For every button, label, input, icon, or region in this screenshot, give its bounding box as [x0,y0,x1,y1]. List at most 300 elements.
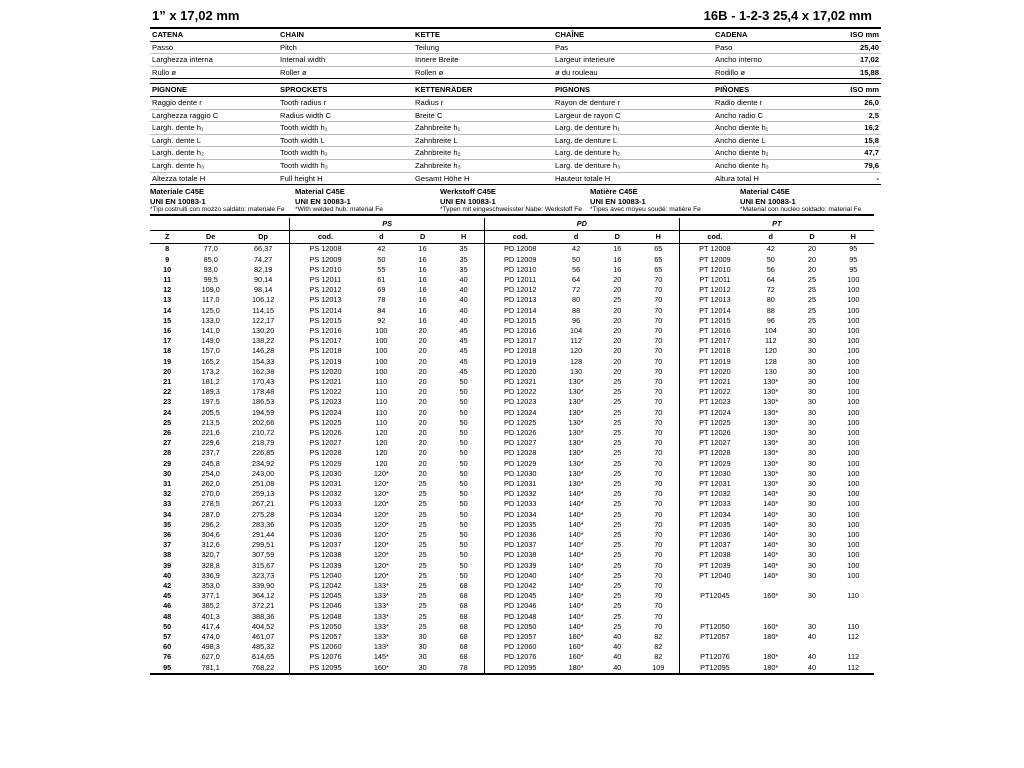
grid-cell-D: 16 [418,305,427,315]
grid-cell-D: 30 [807,540,817,550]
grid-cell-H: 70 [638,275,679,285]
grid-cell-d: 50 [377,254,386,264]
grid-cell-cod.: PT 12011 [699,274,731,284]
grid-cell-H: 100 [847,274,860,284]
grid-cell-cod.: PS 12038 [290,550,361,560]
table-row [150,418,874,428]
grid-cell-De: 296,2 [201,519,220,529]
grid-cell-d: 180* [763,662,779,672]
grid-cell-De: 109,0 [201,285,220,295]
col-de: De [184,231,237,244]
grid-cell-Dp: 114,15 [252,305,275,315]
grid-cell-H: 100 [847,479,860,489]
grid-cell-Dp: 485,32 [251,642,275,652]
table-row [150,550,874,560]
grid-cell-D: 30 [807,479,817,489]
grid-cell-Dp: 372,21 [251,601,275,611]
grid-cell-De: 229,6 [201,438,220,448]
grid-cell-Z: 28 [163,448,172,458]
grid-cell-H: 40 [443,275,484,285]
grid-cell-D: 25 [807,305,817,315]
grid-cell-d: 133* [373,601,389,611]
grid-cell-H: 100 [847,540,860,550]
grid-cell-d: 120* [373,530,389,540]
grid-cell-cod.: PD 12026 [503,428,537,437]
grid-cell-D: 25 [807,274,817,284]
grid-cell-D: 20 [613,285,622,295]
grid-cell-d: 110 [375,397,388,407]
table-row [150,632,874,642]
grid-cell-cod.: PT 12009 [699,254,731,264]
material-col-it [150,185,295,215]
grid-cell-De: 245,8 [201,458,220,468]
material-col-de [440,185,590,215]
material-col-fr [590,185,740,215]
grid-cell-H [833,601,874,611]
cell-es: Altura total H [715,172,835,185]
grid-cell-D: 16 [613,254,622,264]
grid-cell-H: 50 [443,459,484,469]
grid-cell-cod.: PD 12057 [503,632,537,642]
grid-cell-De: 117,0 [201,295,220,305]
grid-cell-D: 25 [418,591,427,601]
grid-cell-cod.: PS 12035 [290,520,361,530]
grid-cell-cod.: PD 12009 [503,254,537,264]
grid-cell-D: 20 [807,244,817,254]
grid-cell-Z: 18 [163,346,172,356]
table-row [150,489,874,499]
table-row [150,438,874,448]
grid-cell-cod.: PS 12050 [290,622,361,632]
table-row [150,377,874,387]
grid-cell-D: 25 [613,438,622,448]
grid-cell-cod.: PD 12008 [503,244,537,254]
cell-de: Gesamt Höhe H [415,172,555,185]
grid-cell-cod.: PD 12025 [503,417,537,427]
grid-cell-cod.: PS 12037 [290,540,361,550]
grid-cell-d: 133* [373,581,389,591]
grid-cell-H: 70 [638,479,679,489]
grid-cell-D: 30 [807,499,817,509]
grid-cell-D: 16 [418,264,427,274]
grid-cell-H: 100 [847,509,860,519]
grid-cell-d: 120 [569,346,583,356]
grid-cell-H: 109 [638,663,679,674]
grid-cell-D: 25 [418,489,427,499]
grid-cell-d: 140* [568,499,584,509]
grid-cell-H: 100 [847,387,860,397]
grid-cell-De: 498,3 [201,642,220,652]
grid-cell-d: 100 [375,325,388,335]
grid-cell-cod.: PS 12019 [290,357,361,367]
grid-cell-cod.: PS 12031 [290,479,361,489]
grid-cell-H: 70 [638,540,679,550]
grid-cell-d: 140* [568,489,584,499]
cell-fr: Larg. de denture h₂ [555,147,715,160]
grid-cell-d: 42 [377,244,386,254]
grid-cell-d: 140* [568,530,584,540]
cell-en: Tooth radius r [280,96,415,109]
grid-cell-D: 25 [613,295,622,305]
grid-cell-H: 70 [638,418,679,428]
grid-cell-cod.: PT 12022 [699,387,731,397]
grid-cell-cod.: PD 12017 [503,336,537,346]
material-note: *Tipes avec moyeu soudé: matière Fe [590,205,701,213]
grid-cell-H: 112 [847,662,860,672]
cell-it: Largh. dente L [150,134,280,147]
grid-cell-cod.: PT12076 [700,652,730,662]
grid-cell-H: 70 [638,326,679,336]
grid-cell-d: 100 [375,346,388,356]
grid-cell-D: 30 [807,407,817,417]
grid-cell-Dp: 275,28 [251,509,275,519]
grid-cell-d: 140* [763,540,779,550]
grid-cell-d [750,581,791,591]
cell-it: Largh. dente h₂ [150,147,280,160]
cell-value: 47,7 [835,147,881,160]
grid-cell-Dp: 364,12 [251,591,275,601]
grid-cell-H: 40 [443,306,484,316]
grid-cell-cod.: PT 12028 [699,448,731,458]
grid-cell-Dp: 259,13 [251,489,275,499]
grid-cell-cod.: PD 12095 [503,662,537,672]
grid-cell-cod.: PD 12040 [503,570,537,580]
grid-cell-De: 287,0 [201,509,220,519]
grid-cell-Dp: 90,14 [254,274,273,284]
grid-cell-d: 140* [763,509,779,519]
grid-cell-d: 130* [763,458,779,468]
grid-cell-d: 133* [373,591,389,601]
grid-cell-D: 25 [613,611,622,621]
grid-cell-H: 70 [638,428,679,438]
cell-value: 15,88 [835,66,881,79]
grid-cell-D: 30 [807,519,817,529]
grid-cell-D: 25 [613,519,622,529]
grid-cell-D: 25 [418,611,427,621]
sprocket-spec-table [150,83,881,185]
col-pd-D: D [597,231,638,244]
grid-cell-H: 100 [847,295,860,305]
grid-cell-cod.: PS 12018 [290,346,361,356]
grid-cell-Z: 26 [163,428,172,437]
grid-cell-D: 30 [807,458,817,468]
grid-cell-De: 205,5 [201,407,220,417]
grid-cell-Dp: 146,28 [251,346,275,356]
grid-cell-d: 140* [763,530,779,540]
grid-cell-d: 130* [763,417,779,427]
table-row [150,459,874,469]
grid-cell-cod.: PS 12012 [290,285,361,295]
grid-cell-Z: 95 [163,662,172,672]
grid-cell-Z: 19 [163,356,172,366]
grid-cell-D: 30 [807,560,817,570]
grid-cell-Dp: 138,22 [251,336,275,346]
grid-cell-cod.: PD 12060 [503,642,537,652]
grid-cell-H: 50 [443,377,484,387]
grid-cell-H: 100 [847,428,860,437]
grid-cell-cod.: PT 12033 [699,499,731,509]
grid-cell-d: 130 [569,366,583,376]
grid-cell-d: 180* [763,652,779,662]
grid-cell-cod. [679,642,750,652]
grid-cell-H: 70 [638,510,679,520]
grid-cell-Dp: 243,00 [251,468,275,478]
cell-it: Raggio dente r [150,96,280,109]
grid-cell-De: 221,6 [201,428,220,437]
grid-cell-Dp: 74,27 [254,254,273,264]
group-header-ps: PS [290,218,485,231]
grid-cell-H: 50 [443,397,484,407]
grid-cell-cod.: PT 12021 [699,376,731,386]
table-row [150,147,881,160]
grid-cell-H: 40 [443,316,484,326]
grid-cell-H: 70 [638,571,679,581]
grid-cell-d: 92 [377,315,386,325]
grid-cell-H: 50 [443,479,484,489]
grid-cell-H: 65 [638,255,679,265]
cell-fr: Rayon de denture r [555,96,715,109]
grid-cell-Z: 38 [163,550,172,560]
grid-cell-Dp: 122,17 [251,315,275,325]
grid-cell-Z: 25 [163,417,172,427]
grid-cell-d: 112 [570,336,582,346]
grid-cell-cod.: PD 12029 [503,458,537,468]
grid-cell-D: 30 [807,346,817,356]
grid-cell-d: 120* [373,540,389,550]
grid-cell-H: 100 [847,285,860,295]
grid-cell-De: 165,2 [201,356,220,366]
grid-cell-D: 25 [613,458,622,468]
chain-header-row [150,28,881,41]
grid-cell-H: 100 [847,519,860,529]
grid-cell-cod.: PD 12016 [503,325,537,335]
table-row [150,663,874,674]
grid-cell-H: 100 [847,448,860,458]
grid-cell-cod.: PS 12020 [290,367,361,377]
grid-cell-cod.: PS 12027 [290,438,361,448]
grid-cell-cod.: PT 12023 [699,397,731,407]
grid-cell-cod. [679,601,750,611]
grid-cell-H: 70 [638,438,679,448]
grid-cell-H: 70 [638,530,679,540]
grid-cell-d: 133* [373,621,389,631]
grid-cell-D: 40 [807,652,817,662]
grid-cell-cod.: PD 12015 [503,315,537,325]
grid-cell-D: 30 [807,530,817,540]
grid-cell-d: 130* [568,376,584,386]
grid-cell-D: 25 [613,601,622,611]
grid-cell-cod.: PS 12076 [290,652,361,662]
table-row [150,581,874,591]
col-dp: Dp [237,231,290,244]
grid-cell-D: 30 [807,387,817,397]
cell-fr: Larg. de denture L [555,134,715,147]
grid-cell-cod.: PD 12036 [503,530,537,540]
table-row [150,479,874,489]
grid-cell-D: 30 [807,366,817,376]
grid-cell-cod.: PD 12076 [503,652,537,662]
grid-cell-cod.: PD 12042 [503,581,537,591]
material-col-es [740,185,874,215]
grid-cell-H: 100 [847,356,860,366]
grid-cell-cod.: PT 12024 [699,407,731,417]
grid-cell-Z: 9 [165,254,170,264]
grid-cell-cod. [679,581,750,591]
grid-cell-cod.: PS 12024 [290,408,361,418]
cell-value: 25,40 [835,41,881,54]
grid-cell-H: 112 [847,652,860,662]
grid-cell-D: 20 [418,458,427,468]
material-note: *Tipi costruiti con mozzo saldato: materiale Fe [150,205,285,213]
grid-cell-Dp: 614,65 [251,652,275,662]
grid-cell-De: 385,2 [201,601,220,611]
table-row [150,265,874,275]
grid-cell-H: 100 [847,499,860,509]
grid-cell-D: 25 [418,601,427,611]
grid-cell-cod.: PS 12008 [290,244,361,255]
grid-cell-D: 20 [418,366,427,376]
grid-cell-D: 25 [418,499,427,509]
grid-cell-H: 70 [638,397,679,407]
grid-cell-D: 16 [418,315,427,325]
grid-cell-cod.: PD 12024 [503,407,537,417]
material-note: *With welded hub: material Fe [295,205,383,213]
material-norm: UNI EN 10083-1 [150,196,206,206]
table-row [150,326,874,336]
grid-cell-Z: 12 [163,285,172,295]
grid-cell-D: 20 [613,366,622,376]
grid-cell-Dp: 194,59 [251,407,275,417]
grid-cell-d: 140* [568,519,584,529]
cell-es: Ancho diente L [715,134,835,147]
sprocket-dimension-table [150,218,874,675]
grid-cell-De: 320,7 [201,550,220,560]
grid-cell-Z: 46 [163,601,172,611]
grid-cell-Z: 34 [163,509,172,519]
grid-cell-d: 160* [763,591,779,601]
grid-cell-Dp: 66,37 [254,244,273,254]
cell-de: Teilung [415,41,555,54]
grid-cell-Z: 45 [163,591,172,601]
cell-it: Altezza totale H [150,172,280,185]
grid-cell-D: 20 [418,325,427,335]
cell-es: Rodillo ø [715,66,835,79]
grid-cell-De: 157,0 [201,346,220,356]
cell-de: Zahnbreite h₃ [415,159,555,172]
grid-cell-Dp: 299,51 [251,540,275,550]
grid-cell-H: 82 [638,642,679,652]
grid-cell-H: 70 [638,469,679,479]
grid-cell-cod.: PT 12035 [699,519,731,529]
grid-cell-D: 40 [807,662,817,672]
grid-cell-H: 68 [443,652,484,662]
grid-cell-Z: 76 [163,652,172,662]
col-ps-D: D [402,231,443,244]
grid-cell-cod.: PT 12027 [699,438,731,448]
grid-cell-H: 50 [443,418,484,428]
grid-cell-H: 35 [443,255,484,265]
grid-cell-H: 100 [847,305,860,315]
grid-cell-d: 56 [572,264,581,274]
grid-cell-d: 130* [763,468,779,478]
cell-fr: Largeur de rayon C [555,109,715,122]
chain-header-en: CHAIN [280,28,415,41]
grid-cell-D: 25 [613,407,622,417]
cell-value: 26,0 [835,96,881,109]
grid-cell-De: 181,2 [201,376,220,386]
grid-cell-D: 40 [613,642,622,652]
grid-cell-cod.: PD 12014 [503,305,537,315]
grid-cell-D: 30 [807,621,817,631]
grid-cell-H: 70 [638,561,679,571]
grid-cell-H: 50 [443,408,484,418]
grid-cell-D: 20 [613,274,622,284]
grid-cell-d: 130* [568,458,584,468]
cell-en: Internal width [280,54,415,67]
grid-cell-Z: 17 [163,336,172,346]
grid-cell-H: 70 [638,601,679,611]
grid-cell-De: 353,0 [201,581,220,591]
grid-cell-H: 70 [638,346,679,356]
grid-cell-D: 30 [807,489,817,499]
grid-cell-d: 130* [568,417,584,427]
grid-cell-De: 99,5 [203,274,218,284]
col-pt-H: H [833,231,874,244]
grid-cell-D: 20 [613,336,622,346]
grid-cell-d: 78 [377,295,386,305]
grid-cell-d: 88 [572,305,581,315]
group-header-pd: PD [484,218,679,231]
grid-cell-cod.: PT 12032 [699,489,731,499]
grid-cell-D: 20 [418,336,427,346]
grid-cell-D: 25 [418,509,427,519]
grid-cell-cod.: PT 12040 [699,570,731,580]
cell-en: Full height H [280,172,415,185]
grid-cell-D: 25 [613,479,622,489]
cell-value: 17,02 [835,54,881,67]
cell-de: Zahnbreite L [415,134,555,147]
grid-cell-D: 30 [807,325,817,335]
grid-cell-cod.: PT 12014 [699,305,731,315]
table-row [150,499,874,509]
cell-en: Tooth width h₂ [280,147,415,160]
table-row [150,66,881,79]
grid-cell-d: 120 [375,448,388,458]
grid-cell-D: 25 [613,540,622,550]
grid-cell-H: 100 [847,489,860,499]
grid-cell-Dp: 186,53 [251,397,275,407]
grid-cell-D: 25 [613,530,622,540]
grid-cell-d: 120 [764,346,777,356]
material-title: Matière C45E [590,187,638,197]
grid-cell-d: 64 [766,274,775,284]
grid-cell-H: 70 [638,520,679,530]
grid-cell-cod.: PS 12039 [290,561,361,571]
table-row [150,295,874,305]
grid-cell-D: 30 [418,662,427,672]
col-pd-d: d [555,231,596,244]
grid-cell-De: 781,1 [201,662,220,672]
table-row [150,316,874,326]
grid-cell-cod.: PD 12019 [503,356,537,366]
grid-cell-cod.: PS 12095 [290,663,361,674]
grid-cell-d: 64 [572,274,581,284]
grid-cell-D: 30 [807,336,817,346]
grid-cell-H: 78 [443,663,484,674]
grid-cell-d: 140* [568,540,584,550]
grid-cell-D: 30 [807,570,817,580]
grid-cell-d [750,642,791,652]
